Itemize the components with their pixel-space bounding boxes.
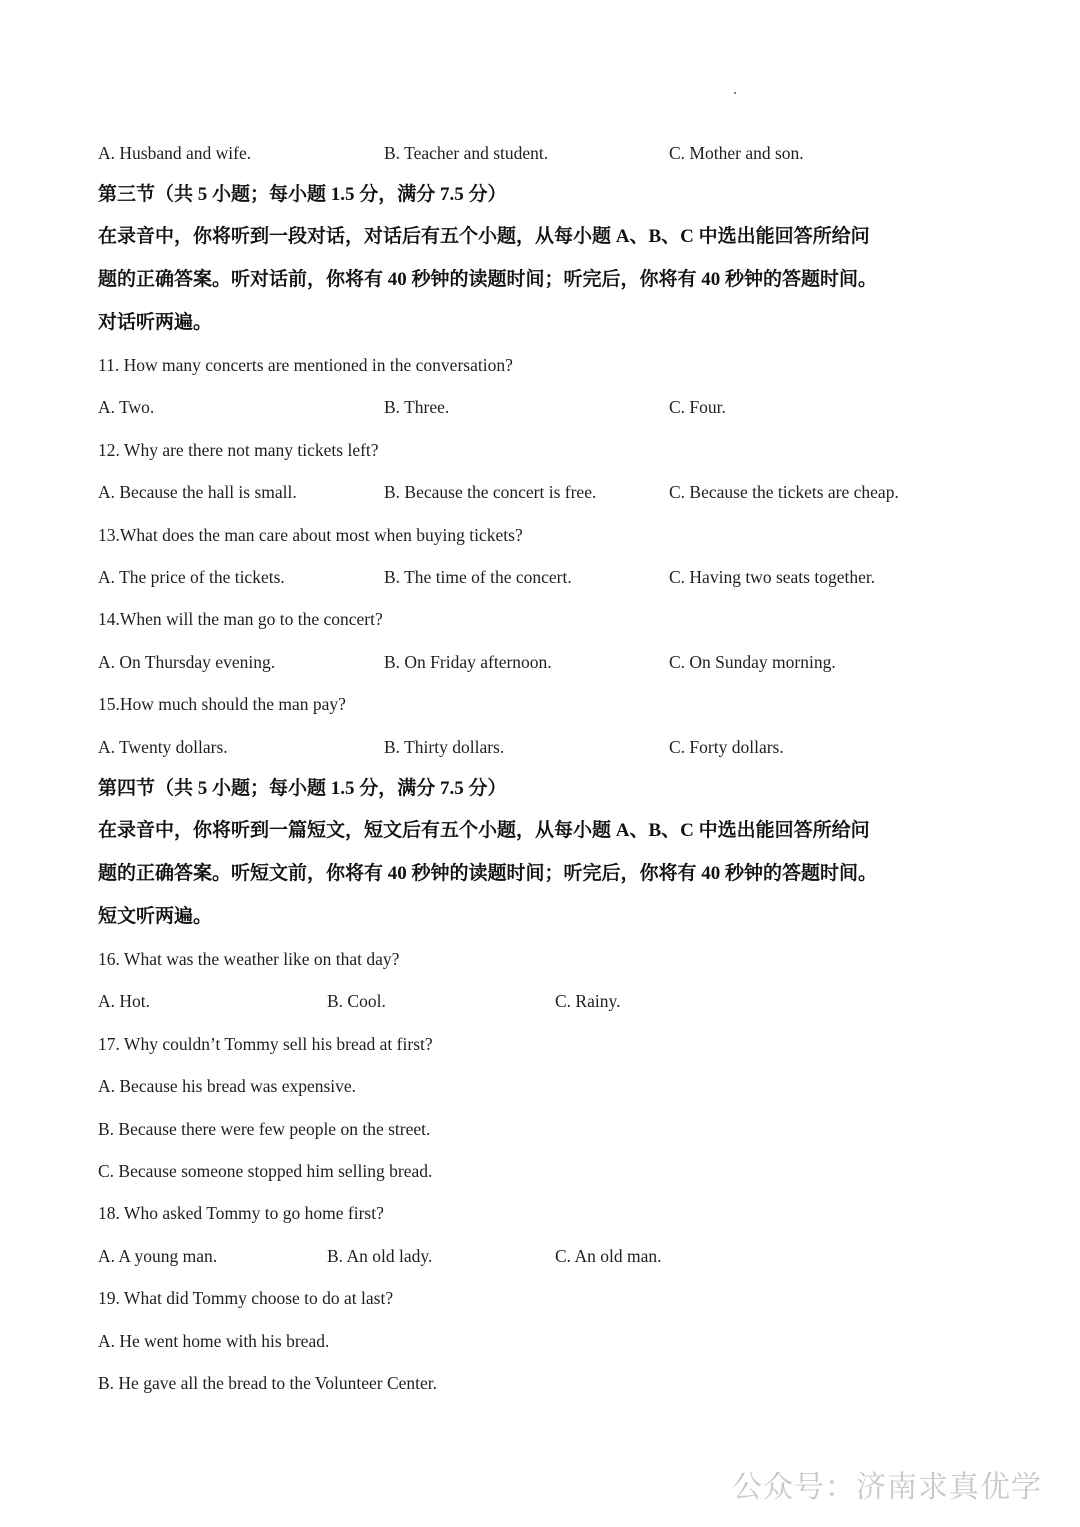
section4-heading: 第四节（共 5 小题；每小题 1.5 分，满分 7.5 分）: [98, 778, 507, 799]
q17-option-c: C. Because someone stopped him selling bread.: [98, 1161, 433, 1181]
q12-option-b: B. Because the concert is free.: [384, 482, 597, 502]
account-watermark: 公众号：济南求真优学: [732, 1470, 1042, 1505]
q18-option-c: C. An old man.: [555, 1246, 662, 1266]
q16-option-a: A. Hot.: [98, 991, 151, 1011]
scan-dot: [734, 92, 736, 94]
q16-option-b: B. Cool.: [327, 991, 386, 1011]
question-13: 13.What does the man care about most when buying tickets?: [98, 525, 523, 545]
question-19: 19. What did Tommy choose to do at last?: [98, 1288, 394, 1308]
q11-option-b: B. Three.: [384, 397, 450, 417]
question-18: 18. Who asked Tommy to go home first?: [98, 1203, 384, 1223]
section4-instruction-line: 短文听两遍。: [98, 906, 213, 927]
question-16: 16. What was the weather like on that day?: [98, 949, 400, 969]
q14-option-b: B. On Friday afternoon.: [384, 652, 552, 672]
section3-instruction-line: 在录音中，你将听到一段对话，对话后有五个小题，从每小题 A、B、C 中选出能回答所给问: [98, 226, 870, 247]
q17-option-a: A. Because his bread was expensive.: [98, 1076, 357, 1096]
q13-option-c: C. Having two seats together.: [669, 567, 876, 587]
q16-option-c: C. Rainy.: [555, 991, 621, 1011]
q19-option-a: A. He went home with his bread.: [98, 1331, 330, 1351]
question-14: 14.When will the man go to the concert?: [98, 609, 383, 629]
q17-option-b: B. Because there were few people on the street.: [98, 1119, 431, 1139]
q12-option-c: C. Because the tickets are cheap.: [669, 482, 899, 502]
section3-heading: 第三节（共 5 小题；每小题 1.5 分，满分 7.5 分）: [98, 184, 507, 205]
q10-option-b: B. Teacher and student.: [384, 143, 549, 163]
question-17: 17. Why couldn’t Tommy sell his bread at first?: [98, 1034, 433, 1054]
q15-option-a: A. Twenty dollars.: [98, 737, 228, 757]
section4-instruction-line: 题的正确答案。听短文前，你将有 40 秒钟的读题时间；听完后，你将有 40 秒钟的答题时间。: [98, 863, 878, 884]
section4-instruction-line: 在录音中，你将听到一篇短文，短文后有五个小题，从每小题 A、B、C 中选出能回答所给问: [98, 820, 870, 841]
q14-option-c: C. On Sunday morning.: [669, 652, 836, 672]
section3-instruction-line: 对话听两遍。: [98, 312, 213, 333]
question-11: 11. How many concerts are mentioned in the conversation?: [98, 355, 513, 375]
q15-option-b: B. Thirty dollars.: [384, 737, 505, 757]
question-12: 12. Why are there not many tickets left?: [98, 440, 379, 460]
q13-option-a: A. The price of the tickets.: [98, 567, 285, 587]
q15-option-c: C. Forty dollars.: [669, 737, 784, 757]
q12-option-a: A. Because the hall is small.: [98, 482, 297, 502]
q18-option-b: B. An old lady.: [327, 1246, 433, 1266]
question-15: 15.How much should the man pay?: [98, 694, 346, 714]
q10-option-c: C. Mother and son.: [669, 143, 804, 163]
q10-option-a: A. Husband and wife.: [98, 143, 252, 163]
q14-option-a: A. On Thursday evening.: [98, 652, 276, 672]
q18-option-a: A. A young man.: [98, 1246, 218, 1266]
q13-option-b: B. The time of the concert.: [384, 567, 572, 587]
q11-option-c: C. Four.: [669, 397, 726, 417]
q19-option-b: B. He gave all the bread to the Volunteer Center.: [98, 1373, 438, 1393]
section3-instruction-line: 题的正确答案。听对话前，你将有 40 秒钟的读题时间；听完后，你将有 40 秒钟的答题时间。: [98, 269, 878, 290]
q11-option-a: A. Two.: [98, 397, 155, 417]
